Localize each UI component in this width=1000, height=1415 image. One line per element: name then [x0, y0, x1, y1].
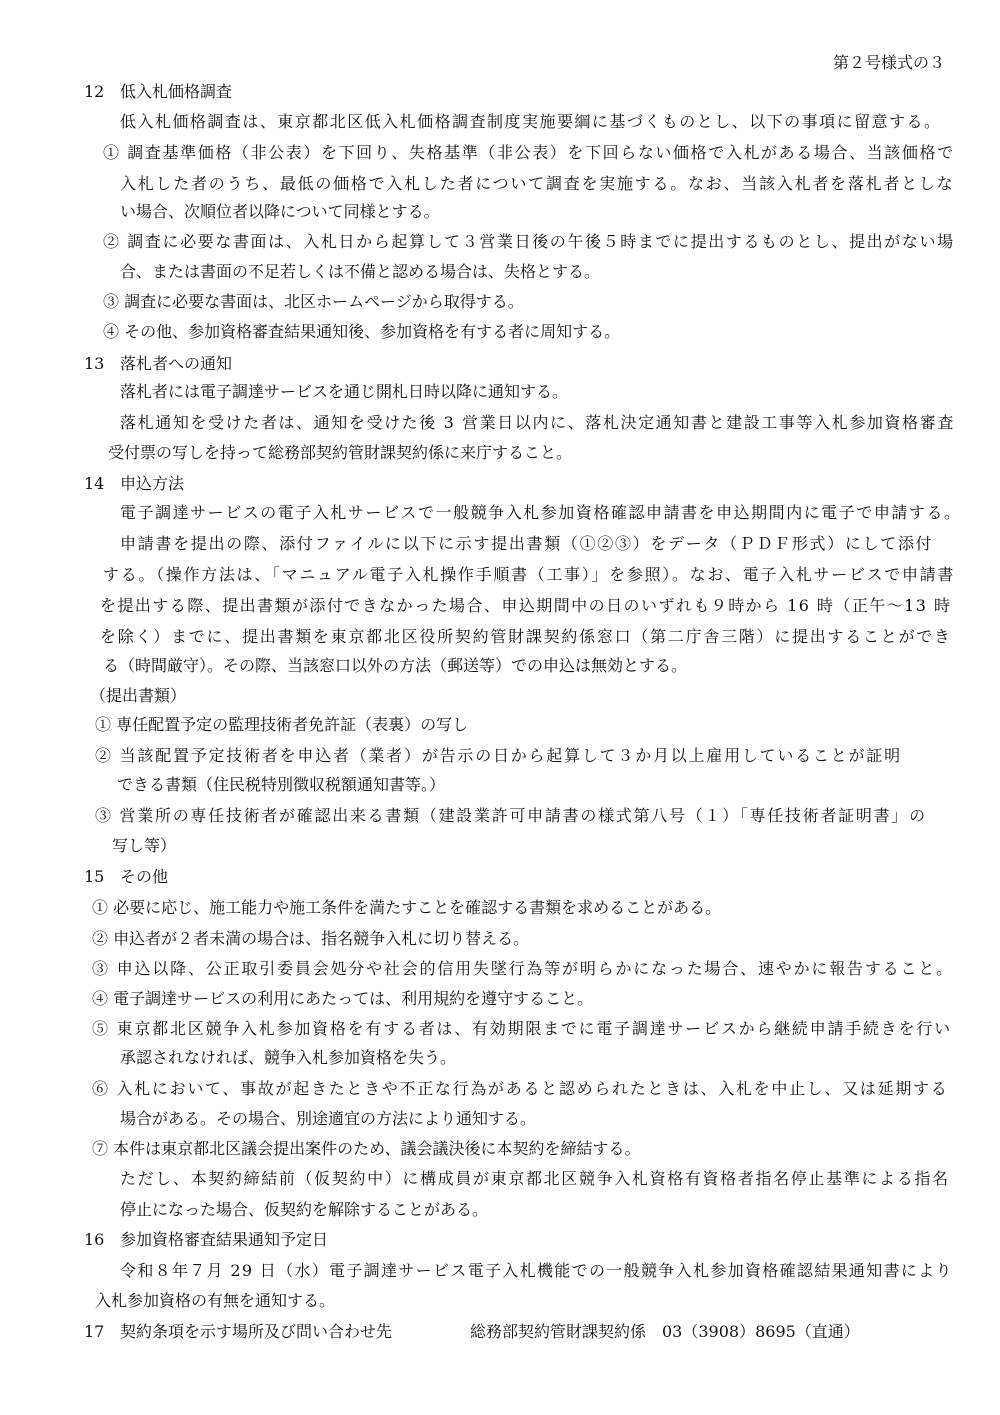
body-line: ① 必要に応じ、施工能力や施工条件を満たすことを確認する書類を求めることがある。 [92, 898, 722, 917]
body-line: ③ 営業所の専任技術者が確認出来る書類（建設業許可申請書の様式第八号（１）「専任技術者証明書」の [95, 806, 927, 825]
body-line: 受付票の写しを持って総務部契約管財課契約係に来庁すること。 [108, 443, 573, 462]
body-line: ⑦ 本件は東京都北区議会提出案件のため、議会議決後に本契約を締結する。 [92, 1139, 641, 1158]
form-number: 第２号様式の３ [832, 53, 945, 72]
section-heading: 落札者への通知 [120, 354, 233, 373]
section-heading: 参加資格審査結果通知予定日 [120, 1230, 329, 1249]
body-line: ① 調査基準価格（非公表）を下回り、失格基準（非公表）を下回らない価格で入札がある場合、当該価格で [103, 143, 955, 162]
body-line: できる書類（住民税特別徴収税額通知書等。） [117, 775, 446, 794]
body-line: ④ 電子調達サービスの利用にあたっては、利用規約を遵守すること。 [92, 989, 594, 1008]
section-number: 17 [84, 1322, 105, 1341]
body-line: 承認されなければ、競争入札参加資格を失う。 [120, 1048, 457, 1067]
body-line: ただし、本契約締結前（仮契約中）に構成員が東京都北区競争入札資格有資格者指名停止基準による指名 [120, 1169, 950, 1188]
body-line: 写し等） [112, 836, 177, 855]
section-number: 15 [84, 867, 105, 886]
section-number: 13 [84, 354, 105, 373]
body-line: ⑤ 東京都北区競争入札参加資格を有する者は、有効期限までに電子調達サービスから継続申請手続きを行い [92, 1019, 952, 1038]
body-line: 停止になった場合、仮契約を解除することがある。 [120, 1200, 489, 1219]
section-number: 16 [84, 1230, 105, 1249]
body-line: を提出する際、提出書類が添付できなかった場合、申込期間中の日のいずれも９時から 16 時（正午～13 時 [100, 596, 952, 615]
section-heading: その他 [120, 867, 169, 886]
body-line: する。（操作方法は、「マニュアル電子入札操作手順書（工事）」を参照）。なお、電子入札サービスで申請書 [103, 565, 956, 584]
body-line: 合、または書面の不足若しくは不備と認める場合は、失格とする。 [120, 262, 601, 281]
body-line: ③ 申込以降、公正取引委員会処分や社会的信用失墜行為等が明らかになった場合、速やかに報告すること。 [92, 959, 954, 978]
contact-info: 総務部契約管財課契約係 03（3908）8695（直通） [470, 1322, 860, 1341]
body-line: 場合がある。その場合、別途適宜の方法により通知する。 [120, 1109, 537, 1128]
body-line: 入札した者のうち、最低の価格で入札した者について調査を実施する。なお、当該入札者を落札者としな [120, 174, 955, 193]
body-line: る（時間厳守）。その際、当該窓口以外の方法（郵送等）での申込は無効とする。 [103, 656, 688, 675]
body-line: ② 申込者が２者未満の場合は、指名競争入札に切り替える。 [92, 929, 530, 948]
body-line: ② 当該配置予定技術者を申込者（業者）が告示の日から起算して３か月以上雇用していることが証明 [95, 746, 902, 765]
body-line: ④ その他、参加資格審査結果通知後、参加資格を有する者に周知する。 [103, 322, 621, 341]
body-line: 入札参加資格の有無を通知する。 [95, 1291, 336, 1310]
section-heading: 低入札価格調査 [120, 82, 233, 101]
body-line: 落札者には電子調達サービスを通じ開札日時以降に通知する。 [120, 382, 569, 401]
section-number: 12 [84, 82, 105, 101]
body-line: （提出書類） [90, 686, 187, 705]
body-line: ③ 調査に必要な書面は、北区ホームページから取得する。 [103, 292, 524, 311]
body-line: 落札通知を受けた者は、通知を受けた後 3 営業日以内に、落札決定通知書と建設工事等入札参加資格審査 [120, 413, 955, 432]
body-line: ① 専任配置予定の監理技術者免許証（表裏）の写し [95, 715, 469, 734]
body-line: を除く）までに、提出書類を東京都北区役所契約管財課契約係窓口（第二庁舎三階）に提出することができ [100, 627, 952, 646]
body-line: い場合、次順位者以降について同様とする。 [120, 202, 440, 221]
body-line: ② 調査に必要な書面は、入札日から起算して３営業日後の午後５時までに提出するものとし、提出がない場 [103, 232, 955, 251]
body-line: 申請書を提出の際、添付ファイルに以下に示す提出書類（①②③）をデータ（ＰＤＦ形式）にして添付 [120, 534, 934, 553]
body-line: 低入札価格調査は、東京都北区低入札価格調査制度実施要綱に基づくものとし、以下の事項に留意する。 [120, 112, 942, 131]
body-line: ⑥ 入札において、事故が起きたときや不正な行為があると認められたときは、入札を中止し、又は延期する [92, 1079, 949, 1098]
section-heading: 申込方法 [120, 474, 185, 493]
section-number: 14 [84, 474, 105, 493]
body-line: 電子調達サービスの電子入札サービスで一般競争入札参加資格確認申請書を申込期間内に電子で申請する。 [120, 503, 962, 522]
section-heading: 契約条項を示す場所及び問い合わせ先 [120, 1322, 393, 1341]
body-line: 令和８年７月 29 日（水）電子調達サービス電子入札機能での一般競争入札参加資格確認結果通知書により [120, 1261, 953, 1280]
